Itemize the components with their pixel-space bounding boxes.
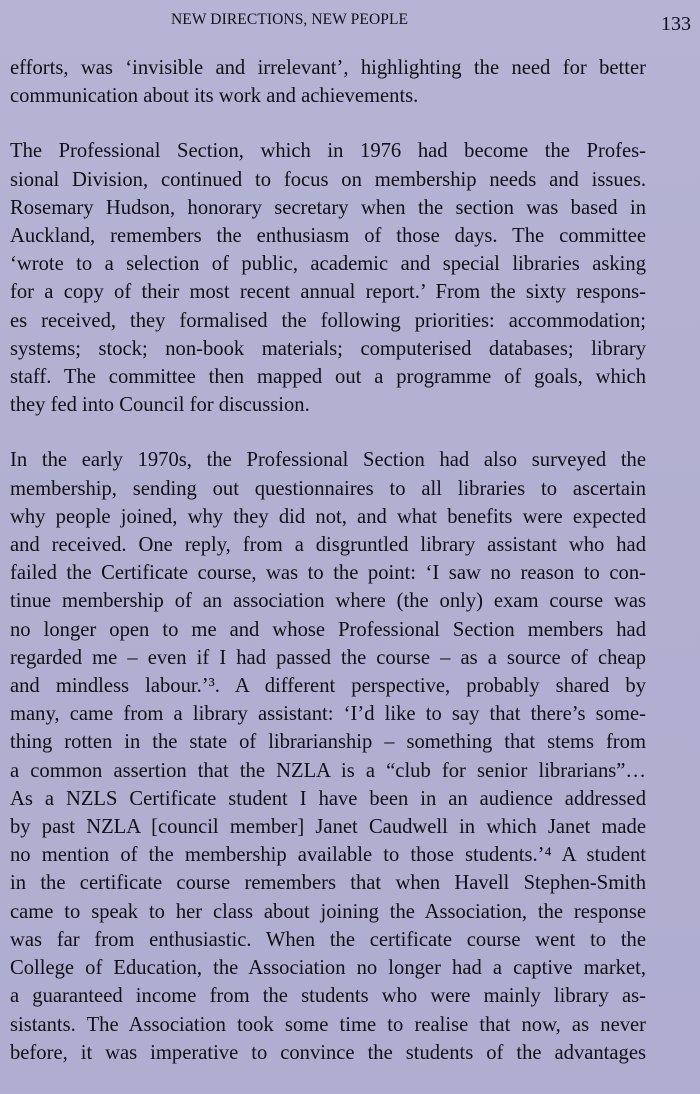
text-line: no mention of the membership available to those students.’⁴ A student — [10, 844, 646, 867]
text-line: in the certificate course remembers that when Havell Stephen-Smith — [10, 872, 646, 895]
body-text — [10, 54, 646, 1094]
paragraph-2 — [10, 137, 646, 419]
text-line: sional Division, continued to focus on membership needs and issues. — [10, 168, 646, 191]
text-line: for a copy of their most recent annual report.’ From the sixty respons- — [10, 281, 646, 304]
text-line: came to speak to her class about joining the Association, the response — [10, 900, 646, 923]
running-head — [0, 11, 700, 37]
text-line: regarded me – even if I had passed the course – as a source of cheap — [10, 646, 646, 669]
paragraph-3 — [10, 446, 646, 1066]
text-line: sistants. The Association took some time to realise that now, as never — [10, 1013, 646, 1036]
text-line: a guaranteed income from the students who were mainly library as- — [10, 985, 646, 1008]
text-line: systems; stock; non-book materials; computerised databases; library — [10, 337, 646, 360]
text-line: they fed into Council for discussion. — [10, 394, 310, 417]
text-line: by past NZLA [council member] Janet Caudwell in which Janet made — [10, 816, 646, 839]
text-line: a common assertion that the NZLA is a “club for senior librarians”… — [10, 759, 646, 782]
text-line: As a NZLS Certificate student I have been in an audience addressed — [10, 787, 646, 810]
text-line: thing rotten in the state of librarianship – something that stems from — [10, 731, 646, 754]
text-line: In the early 1970s, the Professional Section had also surveyed the — [10, 449, 646, 472]
text-line: Auckland, remembers the enthusiasm of those days. The committee — [10, 225, 646, 248]
text-line: before, it was imperative to convince the students of the advantages — [10, 1041, 646, 1064]
text-line: and mindless labour.’³. A different perspective, probably shared by — [10, 675, 646, 698]
text-line: failed the Certificate course, was to the point: ‘I saw no reason to con- — [10, 562, 646, 585]
paragraph-1 — [10, 54, 646, 110]
text-line: es received, they formalised the following priorities: accommodation; — [10, 309, 646, 332]
text-line: many, came from a library assistant: ‘I’d like to say that there’s some- — [10, 703, 646, 726]
text-line: membership, sending out questionnaires to all libraries to ascertain — [10, 477, 646, 500]
text-line: was far from enthusiastic. When the certificate course went to the — [10, 928, 646, 951]
text-line: communication about its work and achievements. — [10, 85, 419, 108]
text-line: ‘wrote to a selection of public, academic and special libraries asking — [10, 253, 646, 276]
text-line: staff. The committee then mapped out a programme of goals, which — [10, 366, 646, 389]
text-line: efforts, was ‘invisible and irrelevant’, highlighting the need for better — [10, 57, 646, 79]
text-line: Rosemary Hudson, honorary secretary when the section was based in — [10, 196, 646, 219]
text-line: no longer open to me and whose Professional Section members had — [10, 618, 646, 641]
text-line: The Professional Section, which in 1976 had become the Profes- — [10, 140, 646, 163]
text-line: tinue membership of an association where (the only) exam course was — [10, 590, 646, 613]
running-title: NEW DIRECTIONS, NEW PEOPLE — [171, 11, 409, 28]
page-number: 133 — [661, 13, 691, 35]
text-line: College of Education, the Association no longer had a captive market, — [10, 957, 646, 980]
text-line: why people joined, why they did not, and what benefits were expected — [10, 505, 646, 528]
text-line: and received. One reply, from a disgruntled library assistant who had — [10, 534, 646, 557]
